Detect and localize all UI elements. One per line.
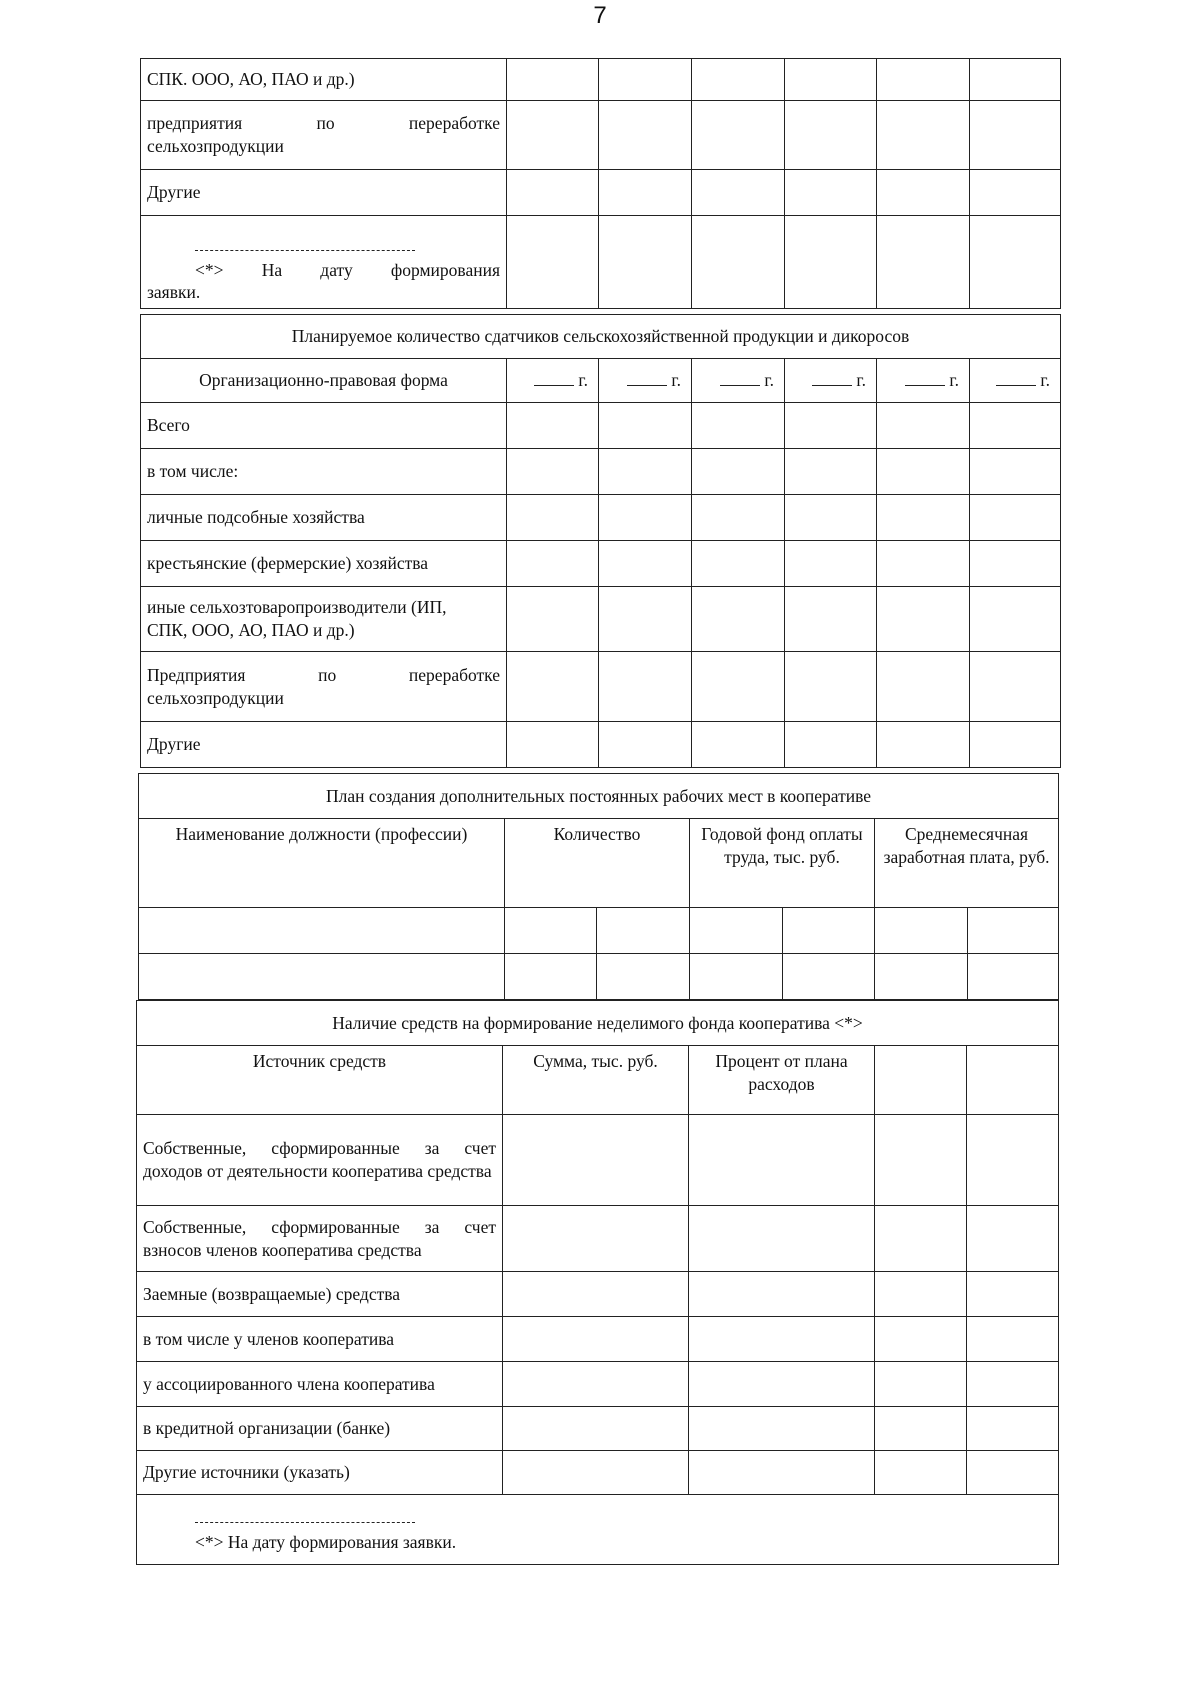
row-label: личные подсобные хозяйства bbox=[141, 495, 507, 541]
table-row bbox=[137, 1317, 1059, 1362]
footnote-cell bbox=[137, 1495, 1059, 1565]
data-cell[interactable] bbox=[877, 722, 970, 768]
data-cell[interactable] bbox=[877, 495, 970, 541]
year-suffix: г. bbox=[578, 370, 588, 391]
data-cell[interactable] bbox=[970, 652, 1061, 722]
data-cell[interactable] bbox=[505, 954, 597, 1000]
data-cell[interactable] bbox=[970, 101, 1061, 170]
data-cell[interactable] bbox=[875, 1206, 967, 1272]
data-cell[interactable] bbox=[875, 954, 968, 1000]
data-cell[interactable] bbox=[689, 1407, 875, 1451]
data-cell[interactable] bbox=[877, 587, 970, 652]
row-label: Собственные, сформированные за счет взносов членов кооператива средства bbox=[137, 1206, 503, 1272]
data-cell[interactable] bbox=[877, 101, 970, 170]
data-cell[interactable] bbox=[785, 449, 877, 495]
data-cell[interactable] bbox=[967, 1206, 1059, 1272]
row-label-line: Предприятия по переработке bbox=[147, 664, 500, 685]
data-cell[interactable] bbox=[970, 449, 1061, 495]
row-label: Другие источники (указать) bbox=[137, 1451, 503, 1495]
data-cell[interactable] bbox=[970, 216, 1061, 309]
row-label-line: сельхозпродукции bbox=[147, 687, 284, 708]
table-title-row bbox=[141, 315, 1061, 359]
table-row bbox=[137, 1362, 1059, 1407]
table-indivisible-fund bbox=[136, 1000, 1059, 1565]
data-cell[interactable] bbox=[875, 1317, 967, 1362]
year-blank bbox=[905, 385, 945, 386]
data-cell[interactable] bbox=[877, 541, 970, 587]
table-row bbox=[141, 495, 1061, 541]
table-header-row bbox=[137, 1046, 1059, 1115]
data-cell[interactable] bbox=[507, 722, 599, 768]
row-label-line: предприятия по переработке bbox=[147, 113, 500, 134]
data-cell[interactable] bbox=[692, 216, 785, 309]
data-cell[interactable] bbox=[967, 1451, 1059, 1495]
data-cell[interactable] bbox=[597, 908, 690, 954]
data-cell[interactable] bbox=[690, 908, 783, 954]
table-title-row bbox=[137, 1001, 1059, 1046]
footnote-separator bbox=[195, 1522, 415, 1523]
data-cell[interactable] bbox=[599, 587, 692, 652]
data-cell[interactable] bbox=[507, 101, 599, 170]
table-row bbox=[141, 403, 1061, 449]
data-cell[interactable] bbox=[505, 908, 597, 954]
data-cell[interactable] bbox=[877, 652, 970, 722]
data-cell[interactable] bbox=[877, 216, 970, 309]
table-row bbox=[137, 1206, 1059, 1272]
data-cell[interactable] bbox=[692, 652, 785, 722]
data-cell[interactable] bbox=[968, 954, 1059, 1000]
section-title: Планируемое количество сдатчиков сельскохозяйственной продукции и дикоросов bbox=[141, 315, 1061, 359]
data-cell[interactable] bbox=[690, 954, 783, 1000]
data-cell[interactable] bbox=[507, 495, 599, 541]
data-cell[interactable] bbox=[875, 908, 968, 954]
data-cell[interactable] bbox=[967, 1362, 1059, 1407]
footnote-text: заявки. bbox=[147, 282, 201, 303]
data-cell[interactable] bbox=[503, 1362, 689, 1407]
data-cell[interactable] bbox=[785, 652, 877, 722]
year-suffix: г. bbox=[949, 370, 959, 391]
row-label bbox=[141, 101, 507, 170]
row-label-line: СПК, ООО, АО, ПАО и др.) bbox=[147, 620, 355, 640]
data-cell[interactable] bbox=[692, 170, 785, 216]
data-cell[interactable] bbox=[503, 1206, 689, 1272]
row-label: Другие bbox=[141, 170, 507, 216]
table-row bbox=[137, 1115, 1059, 1206]
data-cell[interactable] bbox=[689, 1115, 875, 1206]
data-cell[interactable] bbox=[785, 587, 877, 652]
data-cell[interactable] bbox=[968, 908, 1059, 954]
data-cell[interactable] bbox=[689, 1272, 875, 1317]
year-cell[interactable] bbox=[970, 359, 1061, 403]
column-header: Среднемесячная заработная плата, руб. bbox=[875, 819, 1059, 908]
data-cell[interactable] bbox=[503, 1115, 689, 1206]
table-row bbox=[141, 541, 1061, 587]
row-label-line: иные сельхозтоваропроизводители (ИП, bbox=[147, 597, 447, 618]
data-cell[interactable] bbox=[692, 722, 785, 768]
year-cell[interactable] bbox=[877, 359, 970, 403]
column-header: Процент от плана расходов bbox=[689, 1046, 875, 1115]
table-row bbox=[141, 170, 1061, 216]
data-cell[interactable] bbox=[877, 59, 970, 101]
data-cell[interactable] bbox=[689, 1206, 875, 1272]
data-cell[interactable] bbox=[967, 1115, 1059, 1206]
row-label bbox=[141, 652, 507, 722]
data-cell[interactable] bbox=[877, 449, 970, 495]
column-header: Источник средств bbox=[137, 1046, 503, 1115]
year-blank bbox=[534, 385, 574, 386]
row-label-line: сельхозпродукции bbox=[147, 136, 284, 156]
data-cell[interactable] bbox=[970, 403, 1061, 449]
data-cell[interactable] bbox=[967, 1046, 1059, 1115]
row-label: в кредитной организации (банке) bbox=[137, 1407, 503, 1451]
row-label: Всего bbox=[141, 403, 507, 449]
data-cell[interactable] bbox=[967, 1272, 1059, 1317]
row-label: у ассоциированного члена кооператива bbox=[137, 1362, 503, 1407]
data-cell[interactable] bbox=[599, 216, 692, 309]
data-cell[interactable] bbox=[970, 541, 1061, 587]
data-cell[interactable] bbox=[970, 59, 1061, 101]
table-row bbox=[141, 216, 1061, 309]
year-suffix: г. bbox=[671, 370, 681, 391]
data-cell[interactable] bbox=[875, 1046, 967, 1115]
column-header: Количество bbox=[505, 819, 690, 908]
column-header: Организационно-правовая форма bbox=[141, 359, 507, 403]
row-label bbox=[141, 587, 507, 652]
data-cell[interactable] bbox=[785, 170, 877, 216]
year-cell[interactable] bbox=[507, 359, 599, 403]
year-cell[interactable] bbox=[692, 359, 785, 403]
row-label: Собственные, сформированные за счет доходов от деятельности кооператива средства bbox=[137, 1115, 503, 1206]
data-cell[interactable] bbox=[507, 541, 599, 587]
table-row bbox=[141, 652, 1061, 722]
table-row bbox=[141, 449, 1061, 495]
data-cell[interactable] bbox=[507, 587, 599, 652]
row-label: Заемные (возвращаемые) средства bbox=[137, 1272, 503, 1317]
data-cell[interactable] bbox=[507, 170, 599, 216]
data-cell[interactable] bbox=[599, 449, 692, 495]
data-cell[interactable] bbox=[970, 587, 1061, 652]
row-label: Другие bbox=[141, 722, 507, 768]
data-cell[interactable] bbox=[785, 59, 877, 101]
year-suffix: г. bbox=[1040, 370, 1050, 391]
data-cell[interactable] bbox=[507, 216, 599, 309]
table-header-row bbox=[141, 359, 1061, 403]
column-header: Сумма, тыс. руб. bbox=[503, 1046, 689, 1115]
table-new-jobs-plan bbox=[138, 773, 1059, 1000]
data-cell[interactable] bbox=[692, 541, 785, 587]
data-cell[interactable] bbox=[785, 216, 877, 309]
data-cell[interactable] bbox=[503, 1317, 689, 1362]
data-cell[interactable] bbox=[689, 1362, 875, 1407]
data-cell[interactable] bbox=[692, 59, 785, 101]
table-previous-continuation bbox=[140, 58, 1061, 309]
data-cell[interactable] bbox=[875, 1115, 967, 1206]
table-header-row bbox=[139, 819, 1059, 908]
data-cell[interactable] bbox=[875, 1272, 967, 1317]
footnote-text: <*> На дату формирования заявки. bbox=[195, 1532, 457, 1553]
year-blank bbox=[812, 385, 852, 386]
table-title-row bbox=[139, 774, 1059, 819]
data-cell[interactable] bbox=[507, 59, 599, 101]
year-blank bbox=[996, 385, 1036, 386]
table-row bbox=[137, 1407, 1059, 1451]
table-row bbox=[141, 722, 1061, 768]
data-cell[interactable] bbox=[599, 722, 692, 768]
page-number: 7 bbox=[593, 2, 607, 29]
data-cell[interactable] bbox=[599, 101, 692, 170]
data-cell[interactable] bbox=[970, 170, 1061, 216]
data-cell[interactable] bbox=[692, 495, 785, 541]
row-label: в том числе: bbox=[141, 449, 507, 495]
data-cell[interactable] bbox=[139, 908, 505, 954]
data-cell[interactable] bbox=[970, 722, 1061, 768]
data-cell[interactable] bbox=[785, 722, 877, 768]
year-cell[interactable] bbox=[599, 359, 692, 403]
data-cell[interactable] bbox=[970, 495, 1061, 541]
data-cell[interactable] bbox=[692, 587, 785, 652]
data-cell[interactable] bbox=[597, 954, 690, 1000]
footnote-row bbox=[137, 1495, 1059, 1565]
column-header: Годовой фонд оплаты труда, тыс. руб. bbox=[690, 819, 875, 908]
data-cell[interactable] bbox=[692, 449, 785, 495]
data-cell[interactable] bbox=[967, 1407, 1059, 1451]
footnote-separator bbox=[195, 250, 415, 251]
table-row bbox=[141, 101, 1061, 170]
data-cell[interactable] bbox=[599, 59, 692, 101]
data-cell[interactable] bbox=[599, 495, 692, 541]
footnote-text: <*> На дату формирования bbox=[195, 259, 500, 280]
data-cell[interactable] bbox=[875, 1451, 967, 1495]
data-cell[interactable] bbox=[785, 541, 877, 587]
row-label: крестьянские (фермерские) хозяйства bbox=[141, 541, 507, 587]
data-cell[interactable] bbox=[692, 101, 785, 170]
table-row bbox=[137, 1451, 1059, 1495]
section-title: Наличие средств на формирование неделимого фонда кооператива <*> bbox=[137, 1001, 1059, 1046]
row-label: в том числе у членов кооператива bbox=[137, 1317, 503, 1362]
year-blank bbox=[720, 385, 760, 386]
table-row bbox=[141, 587, 1061, 652]
year-blank bbox=[627, 385, 667, 386]
year-suffix: г. bbox=[856, 370, 866, 391]
table-row bbox=[141, 59, 1061, 101]
data-cell[interactable] bbox=[785, 495, 877, 541]
data-cell[interactable] bbox=[783, 954, 875, 1000]
table-row bbox=[139, 908, 1059, 954]
table-row bbox=[137, 1272, 1059, 1317]
row-label: СПК. ООО, АО, ПАО и др.) bbox=[141, 59, 507, 101]
data-cell[interactable] bbox=[785, 403, 877, 449]
data-cell[interactable] bbox=[689, 1317, 875, 1362]
year-cell[interactable] bbox=[785, 359, 877, 403]
data-cell[interactable] bbox=[139, 954, 505, 1000]
table-planned-suppliers bbox=[140, 314, 1061, 768]
data-cell[interactable] bbox=[599, 541, 692, 587]
data-cell[interactable] bbox=[507, 449, 599, 495]
section-title: План создания дополнительных постоянных рабочих мест в кооперативе bbox=[139, 774, 1059, 819]
data-cell[interactable] bbox=[599, 652, 692, 722]
data-cell[interactable] bbox=[967, 1317, 1059, 1362]
footnote-cell bbox=[141, 216, 507, 309]
data-cell[interactable] bbox=[689, 1451, 875, 1495]
year-suffix: г. bbox=[764, 370, 774, 391]
data-cell[interactable] bbox=[877, 170, 970, 216]
data-cell[interactable] bbox=[507, 403, 599, 449]
data-cell[interactable] bbox=[507, 652, 599, 722]
data-cell[interactable] bbox=[503, 1407, 689, 1451]
data-cell[interactable] bbox=[785, 101, 877, 170]
data-cell[interactable] bbox=[877, 403, 970, 449]
data-cell[interactable] bbox=[503, 1272, 689, 1317]
data-cell[interactable] bbox=[875, 1407, 967, 1451]
data-cell[interactable] bbox=[503, 1451, 689, 1495]
data-cell[interactable] bbox=[599, 170, 692, 216]
data-cell[interactable] bbox=[692, 403, 785, 449]
data-cell[interactable] bbox=[599, 403, 692, 449]
data-cell[interactable] bbox=[783, 908, 875, 954]
data-cell[interactable] bbox=[875, 1362, 967, 1407]
table-row bbox=[139, 954, 1059, 1000]
column-header: Наименование должности (профессии) bbox=[139, 819, 505, 908]
